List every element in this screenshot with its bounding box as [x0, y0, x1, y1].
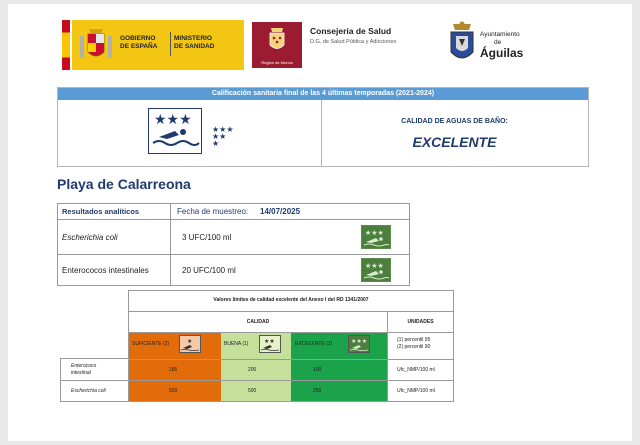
- beach-name: Playa de Calarreona: [57, 176, 191, 192]
- excelente-ecoli: 250: [313, 388, 322, 394]
- unidades-header: UNIDADES: [407, 319, 434, 325]
- three-stars-swimmer-icon: [348, 335, 370, 353]
- valores-title: Valores límites de calidad excelente del Anexo I del RD 1341/2007: [213, 297, 369, 303]
- fecha-value: 14/07/2025: [260, 207, 301, 216]
- calidad-header-cell: [129, 312, 387, 332]
- consejeria-subtitle: D.G. de Salud Pública y Adicciones: [310, 39, 397, 45]
- row-divider: [129, 332, 453, 333]
- gobierno-line2: DE ESPAÑA: [120, 43, 158, 50]
- ayuntamiento-line2: de: [494, 39, 502, 46]
- spain-flag-stripe: [62, 20, 70, 70]
- ministerio-line1: MINISTERIO: [174, 35, 212, 42]
- star-legend-icon: ★★★ ★★ ★: [212, 125, 234, 148]
- excelente-enterococo: 100: [313, 367, 322, 373]
- svg-text:★★★: ★★★: [365, 229, 384, 237]
- svg-text:★: ★: [187, 338, 193, 345]
- gobierno-ministerio-logo: [72, 20, 244, 70]
- gobierno-line1: GOBIERNO: [120, 35, 156, 42]
- row-divider: [129, 359, 453, 360]
- spain-coat-of-arms-icon: [78, 26, 114, 64]
- three-stars-swimmer-icon: [361, 225, 391, 249]
- svg-text:★★★: ★★★: [365, 262, 384, 270]
- unidades-enterococo: Ufc_NMP/100 ml: [397, 367, 435, 373]
- unidades-ecoli: Ufc_NMP/100 ml: [397, 388, 435, 394]
- murcia-coat-of-arms-icon: [267, 27, 287, 53]
- svg-text:★★★: ★★★: [351, 338, 368, 345]
- table-row: [58, 220, 409, 255]
- valores-limites-table: [128, 290, 454, 402]
- param-column: [60, 358, 128, 402]
- svg-text:★★★: ★★★: [154, 112, 192, 128]
- buena-enterococo: 200: [248, 367, 257, 373]
- calificacion-box: [57, 87, 589, 167]
- col-divider: [387, 312, 388, 401]
- calidad-value: EXCELENTE: [412, 134, 497, 150]
- ministerio-line2: DE SANIDAD: [174, 43, 215, 50]
- calificacion-divider: [321, 100, 322, 166]
- param-enterococo-line2: intestinal: [71, 370, 91, 376]
- table-row: [58, 255, 409, 285]
- suficiente-enterococo: 185: [169, 367, 178, 373]
- three-stars-swimmer-icon: [149, 109, 200, 152]
- calidad-header: CALIDAD: [246, 319, 270, 325]
- resultados-header-label: Resultados analíticos: [62, 207, 140, 216]
- ministerio-text: [174, 35, 214, 51]
- three-stars-swimmer-icon: [361, 258, 391, 282]
- param-enterococo-line1: Enterococo: [71, 363, 97, 369]
- excelente-label: EXCELENTE (1): [295, 341, 333, 347]
- consejeria-title: Consejería de Salud: [310, 26, 392, 36]
- resultados-table: [57, 203, 410, 286]
- one-star-swimmer-icon: [179, 335, 201, 353]
- resultados-header-row: [58, 204, 409, 220]
- row-divider: [129, 380, 453, 381]
- parametro-enterococos: Enterococos intestinales: [62, 266, 149, 275]
- col-divider: [170, 204, 171, 219]
- suficiente-ecoli: 500: [169, 388, 178, 394]
- valor-enterococos: 20 UFC/100 ml: [182, 266, 236, 275]
- excelente-badge: [148, 108, 202, 154]
- two-stars-swimmer-icon: [259, 335, 281, 353]
- suficiente-label: SUFICIENTE (2): [132, 341, 170, 347]
- parametro-ecoli: Escherichia coli: [62, 233, 118, 242]
- note-percentil-95: (1) percentil 95: [397, 337, 431, 343]
- col-divider: [170, 255, 171, 285]
- calificacion-header: Calificación sanitaria final de las 4 últimas temporadas (2021-2024): [58, 88, 588, 100]
- fecha-label: Fecha de muestreo:: [177, 207, 249, 216]
- ayuntamiento-line1: Ayuntamiento: [480, 31, 520, 38]
- note-percentil-90: (2) percentil 90: [397, 344, 431, 350]
- param-ecoli: Escherichia coli: [71, 388, 106, 394]
- col-divider: [170, 220, 171, 254]
- buena-ecoli: 500: [248, 388, 257, 394]
- svg-text:★★: ★★: [264, 338, 275, 345]
- region-murcia-logo: [252, 22, 302, 68]
- valor-ecoli: 3 UFC/100 ml: [182, 233, 232, 242]
- region-murcia-label: Región de Murcia: [261, 60, 293, 65]
- aguilas-coat-of-arms-icon: [447, 20, 477, 66]
- gobierno-text: [120, 35, 157, 51]
- row-divider: [61, 380, 129, 381]
- buena-label: BUENA (1): [224, 341, 249, 347]
- ayuntamiento-line3: Águilas: [480, 46, 524, 60]
- calidad-label: CALIDAD DE AGUAS DE BAÑO:: [401, 118, 508, 125]
- logo-divider: [170, 32, 171, 56]
